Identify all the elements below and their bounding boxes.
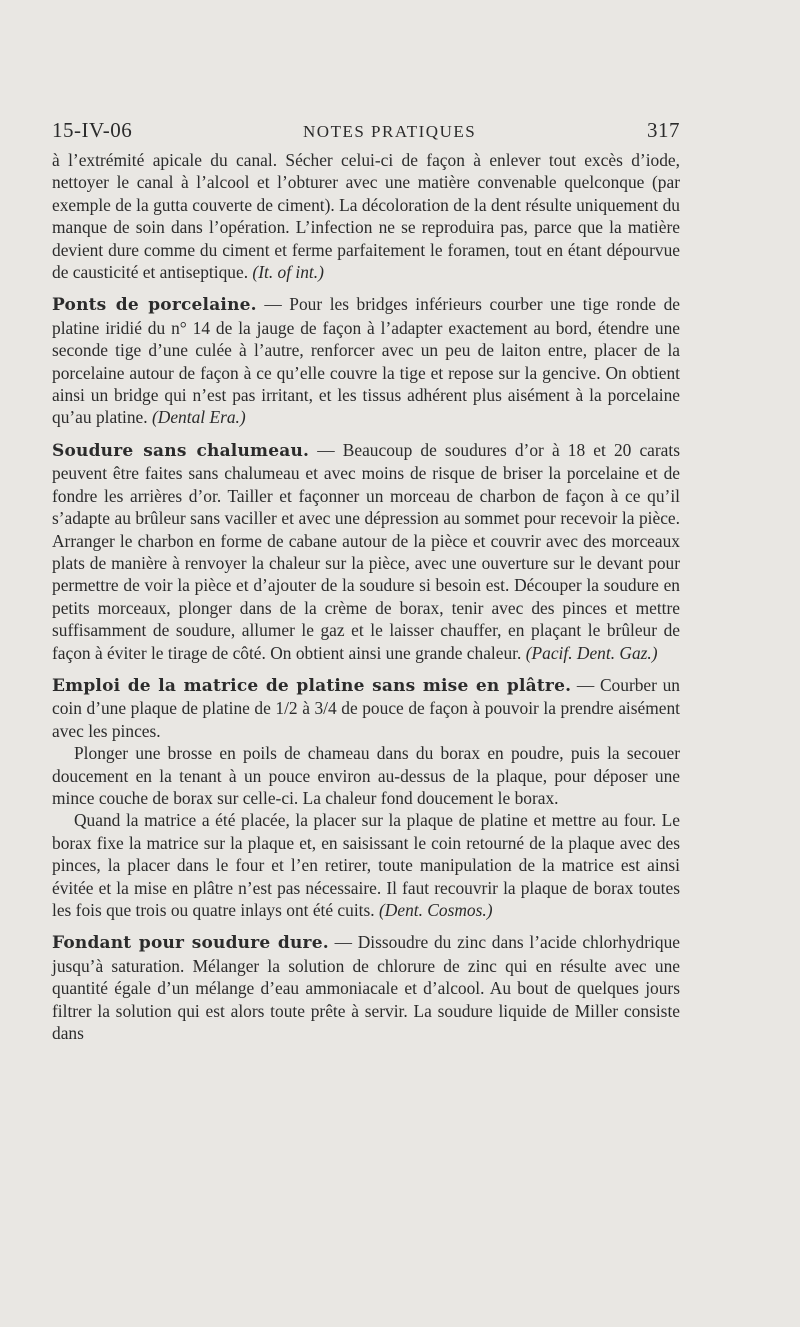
paragraph-text: Plonger une brosse en poils de chameau dans du borax en poudre, puis la secouer doucement en la tenant à un pouce environ au-dessus de la plaque, pour déposer une mince couche de borax sur celle-ci. La chaleur fond doucement le borax. — [52, 743, 680, 808]
section-heading: Emploi de la matrice de platine sans mise en plâtre. — [52, 675, 572, 696]
document-page — [52, 118, 680, 1044]
section-heading: Fondant pour soudure dure. — [52, 933, 329, 954]
intro-source: (It. of int.) — [252, 262, 324, 283]
source-citation: (Dent. Cosmos.) — [379, 900, 493, 920]
section-soudure-sans-chalumeau — [52, 439, 680, 664]
section-emploi-matrice-platine — [52, 674, 680, 921]
paragraph-text: — Courber un coin d’une plaque de platine de 1/2 à 3/4 de pouce de façon à pouvoir la prendre aisément avec les pinces. — [52, 674, 680, 741]
running-head — [52, 118, 680, 143]
section-heading: Soudure sans chalumeau. — [52, 440, 310, 461]
journal-section-title: NOTES PRATIQUES — [303, 122, 477, 141]
source-citation: (Pacif. Dent. Gaz.) — [525, 642, 658, 663]
section-paragraph — [52, 439, 680, 664]
intro-paragraph — [52, 149, 680, 283]
paragraph-text: — Beaucoup de soudures d’or à 18 et 20 carats peuvent être faites sans chalumeau et avec moins de risque de briser la porcelaine et de fondre les arrières d’or. Tailler et façonner un morceau de charbon de façon à ce qu’il s’adapte au brûleur sans vaciller et avec une dépression au sommet pour recevoir la pièce. Arranger le charbon en forme de cabane autour de la pièce et couvrir avec des morceaux plats de manière à renvoyer la chaleur sur la pièce, avec une ouverture sur le devant pour permettre de voir la pièce et d’ajouter de la soudure si besoin est. Découper la soudure en petits morceaux, plonger dans de la crème de borax, tenir avec des pinces et mettre suffisamment de soudure, allumer le gaz et le laisser chauffer, en plaçant le brûleur de façon à éviter le tirage de côté. On obtient ainsi une grande chaleur. — [52, 439, 680, 663]
section-paragraph — [52, 742, 680, 809]
intro-text: à l’extrémité apicale du canal. Sécher celui-ci de façon à enlever tout excès d’iode, nettoyer le canal à l’alcool et l’obturer avec une matière convenable quelconque (par exemple de la gutta couverte de ciment). La décoloration de la dent résulte uniquement du manque de soin dans l’opération. L’infection ne se reproduira pas, parce que la matière devient dure comme du ciment et ferme parfaitement le foramen, tout en étant dépourvue de causticité et antiseptique. — [52, 150, 680, 283]
paragraph-text: — Dissoudre du zinc dans l’acide chlorhydrique jusqu’à saturation. Mélanger la solution de chlorure de zinc qui en résulte avec une quantité égale d’un mélange d’eau ammoniacale et d’alcool. Au bout de quelques jours filtrer la solution qui est alors toute prête à servir. La soudure liquide de Miller consiste dans — [52, 932, 680, 1044]
section-paragraph — [52, 674, 680, 742]
section-paragraph — [52, 293, 680, 428]
source-citation: (Dental Era.) — [151, 407, 246, 428]
issue-date: 15-IV-06 — [52, 118, 133, 142]
section-paragraph — [52, 931, 680, 1044]
section-ponts-porcelaine — [52, 293, 680, 428]
paragraph-text: Quand la matrice a été placée, la placer sur la plaque de platine et mettre au four. Le borax fixe la matrice sur la plaque et, en saisissant le coin retourné de la plaque avec des pinces, la placer dans le four et l’en retirer, toute manipulation de la matrice est ainsi évitée et la mise en plâtre n’est pas nécessaire. Il faut recouvrir la plaque de borax toutes les fois que trois ou quatre inlays ont été cuits. — [52, 810, 680, 920]
paragraph-text: — Pour les bridges inférieurs courber une tige ronde de platine iridié du n° 14 de la jauge de façon à l’adapter exactement au bord, étendre une seconde tige d’une culée à l’autre, renforcer avec un peu de laiton entre, placer de la porcelaine autour de façon à ce qu’elle couvre la tige et repose sur la gencive. On obtient ainsi un bridge qui n’est pas irritant, et les tissus adhérent plus aisément à la porcelaine qu’au platine. — [52, 294, 680, 428]
section-heading: Ponts de porcelaine. — [52, 295, 257, 316]
section-fondant-soudure-dure — [52, 931, 680, 1044]
body-text — [52, 149, 680, 1044]
page-number: 317 — [647, 118, 680, 142]
section-paragraph — [52, 809, 680, 921]
